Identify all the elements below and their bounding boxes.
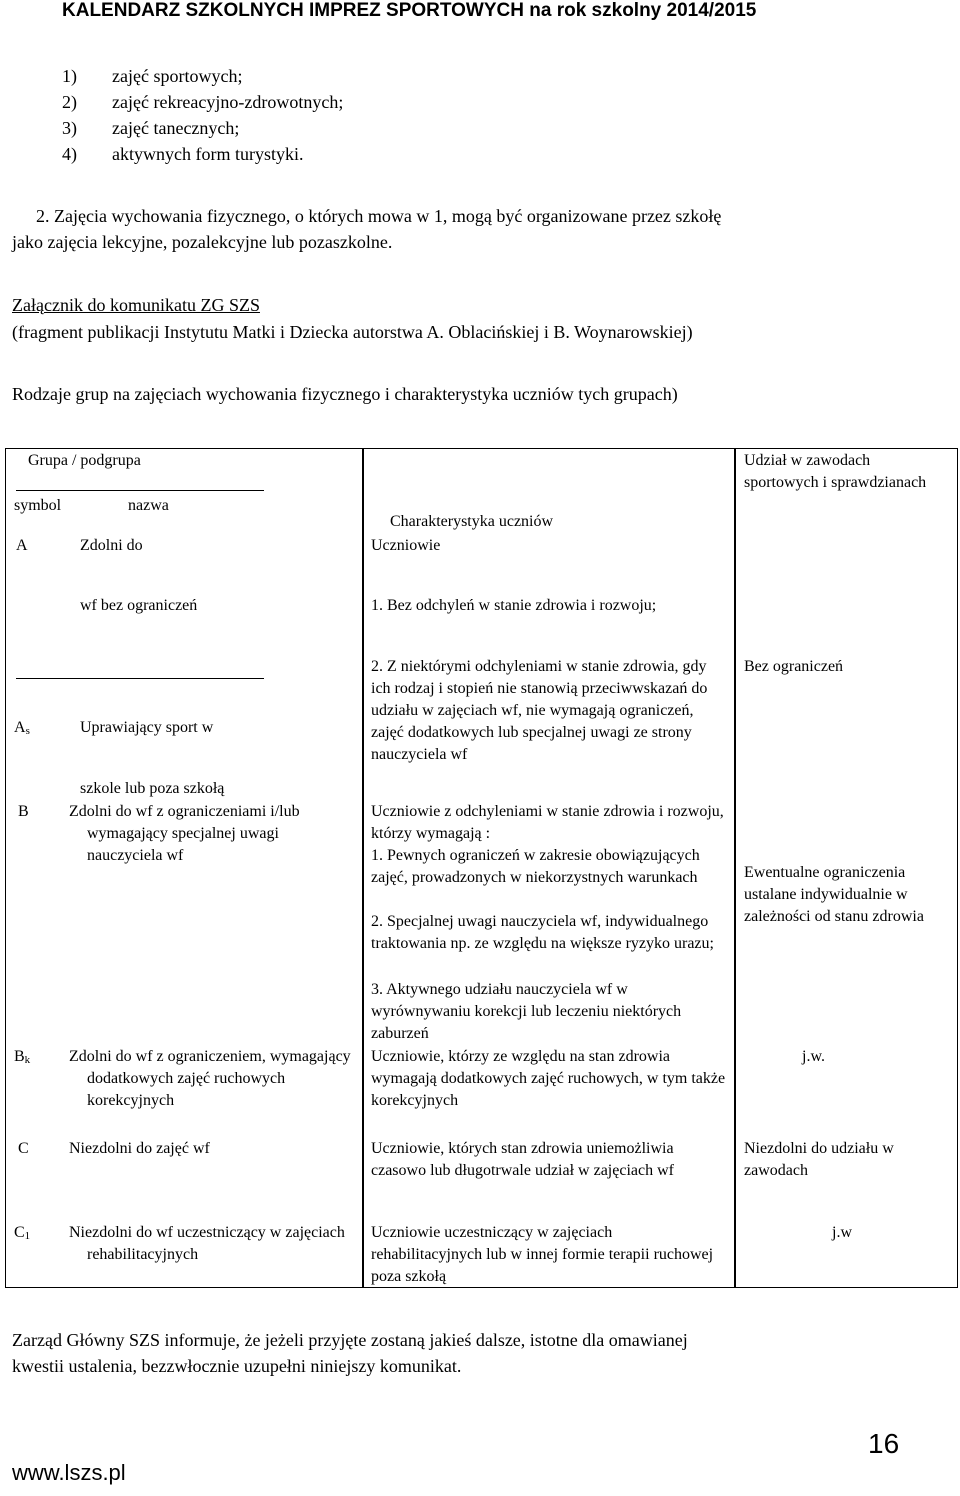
section-title: Rodzaje grup na zajęciach wychowania fizycznego i charakterystyka uczniów tych grupach) — [12, 384, 678, 404]
row-as-name-2: szkole lub poza szkołą — [80, 780, 225, 797]
row-a-symbol: A — [16, 537, 28, 554]
page-number: 16 — [868, 1428, 900, 1459]
row-b-char-4: 3. Aktywnego udziału nauczyciela wf w wyrównywaniu korekcji lub leczeniu niektórych zaburzeń — [371, 981, 682, 1042]
list-item-1-num: 1) — [62, 66, 77, 86]
row-as-characteristics: 2. Z niektórymi odchyleniami w stanie zdrowia, gdy ich rodzaj i stopień nie stanowią przeciwwskazań do udziału w zajęciach wf, nie wymagają ograniczeń, zajęć dodatkowych lub specjalnej uwagi ze strony nauczyciela wf — [371, 658, 708, 763]
row-as-separator — [16, 678, 264, 679]
page-header-title: KALENDARZ SZKOLNYCH IMPREZ SPORTOWYCH na rok szkolny 2014/2015 — [62, 0, 757, 21]
list-item-2-num: 2) — [62, 92, 77, 112]
closing-line-1: Zarząd Główny SZS informuje, że jeżeli przyjęte zostaną jakieś dalsze, istotne dla omawianej — [12, 1330, 688, 1350]
row-c-symbol: C — [18, 1140, 29, 1157]
row-b-char-3: 2. Specjalnej uwagi nauczyciela wf, indywidualnego traktowania np. ze względu na większe ryzyko urazu; — [371, 913, 714, 952]
table-divider-1 — [362, 449, 364, 1287]
row-b-participation: Ewentualne ograniczenia ustalane indywidualnie w zależności od stanu zdrowia — [744, 864, 924, 925]
list-item-3-num: 3) — [62, 118, 77, 138]
closing-line-2: kwestii ustalenia, bezzwłocznie uzupełni niniejszy komunikat. — [12, 1356, 462, 1376]
row-as-name-1: Uprawiający sport w — [80, 719, 214, 736]
row-a-name-1: Zdolni do — [80, 537, 143, 554]
row-b-char-1: Uczniowie z odchyleniami w stanie zdrowia i rozwoju, którzy wymagają : — [371, 803, 724, 842]
header-characteristics: Charakterystyka uczniów — [390, 513, 554, 530]
header-underline — [16, 490, 264, 491]
header-participation: Udział w zawodach sportowych i sprawdzianach — [744, 452, 927, 491]
paragraph-2-line-1: 2. Zajęcia wychowania fizycznego, o których mowa w 1, mogą być organizowane przez szkołę — [36, 206, 722, 226]
row-a-char-2: 1. Bez odchyleń w stanie zdrowia i rozwoju; — [371, 597, 657, 614]
row-c-characteristics: Uczniowie, których stan zdrowia uniemożliwia czasowo lub długotrwale udział w zajęciach wf — [371, 1140, 674, 1179]
row-c1-name: Niezdolni do wf uczestniczący w zajęciach rehabilitacyjnych — [69, 1224, 345, 1263]
footer-url-link[interactable]: www.lszs.pl — [12, 1460, 126, 1485]
table-divider-2 — [734, 449, 736, 1287]
row-as-participation: Bez ograniczeń — [744, 658, 844, 675]
row-c1-characteristics: Uczniowie uczestniczący w zajęciach rehabilitacyjnych lub w innej formie terapii ruchowej poza szkołą — [371, 1224, 714, 1285]
row-c1-symbol: $C_1$ — [14, 1224, 31, 1242]
row-b-name: Zdolni do wf z ograniczeniami i/lub wymagający specjalnej uwagi nauczyciela wf — [69, 803, 300, 864]
list-item-3-text: zajęć tanecznych; — [112, 118, 240, 138]
list-item-4-text: aktywnych form turystyki. — [112, 144, 304, 164]
paragraph-2-line-2: jako zajęcia lekcyjne, pozalekcyjne lub pozaszkolne. — [12, 232, 393, 252]
list-item-1-text: zajęć sportowych; — [112, 66, 243, 86]
row-c-participation: Niezdolni do udziału w zawodach — [744, 1140, 894, 1179]
row-bk-characteristics: Uczniowie, którzy ze względu na stan zdrowia wymagają dodatkowych zajęć ruchowych, w tym także korekcyjnych — [371, 1048, 726, 1109]
header-group: Grupa / podgrupa — [28, 452, 141, 469]
annex-title: Załącznik do komunikatu ZG SZS — [12, 295, 260, 315]
row-as-symbol: $A_s$ — [14, 719, 30, 737]
row-b-char-2: 1. Pewnych ograniczeń w zakresie obowiązujących zajęć, prowadzonych w niekorzystnych warunkach — [371, 847, 700, 886]
list-item-2-text: zajęć rekreacyjno-zdrowotnych; — [112, 92, 344, 112]
row-bk-name: Zdolni do wf z ograniczeniem, wymagający dodatkowych zajęć ruchowych korekcyjnych — [69, 1048, 351, 1109]
list-item-4-num: 4) — [62, 144, 77, 164]
row-c1-participation: j.w — [832, 1224, 852, 1241]
row-bk-participation: j.w. — [802, 1048, 825, 1065]
annex-subtitle: (fragment publikacji Instytutu Matki i Dziecka autorstwa A. Oblacińskiej i B. Woynarowskiej) — [12, 322, 693, 342]
row-c-name: Niezdolni do zajęć wf — [69, 1140, 210, 1157]
row-a-char-1: Uczniowie — [371, 537, 441, 554]
row-b-symbol: B — [18, 803, 29, 820]
header-symbol: symbol — [14, 497, 62, 514]
row-bk-symbol: $B_k$ — [14, 1048, 31, 1066]
header-name: nazwa — [128, 497, 169, 514]
row-a-name-2: wf bez ograniczeń — [80, 597, 198, 614]
